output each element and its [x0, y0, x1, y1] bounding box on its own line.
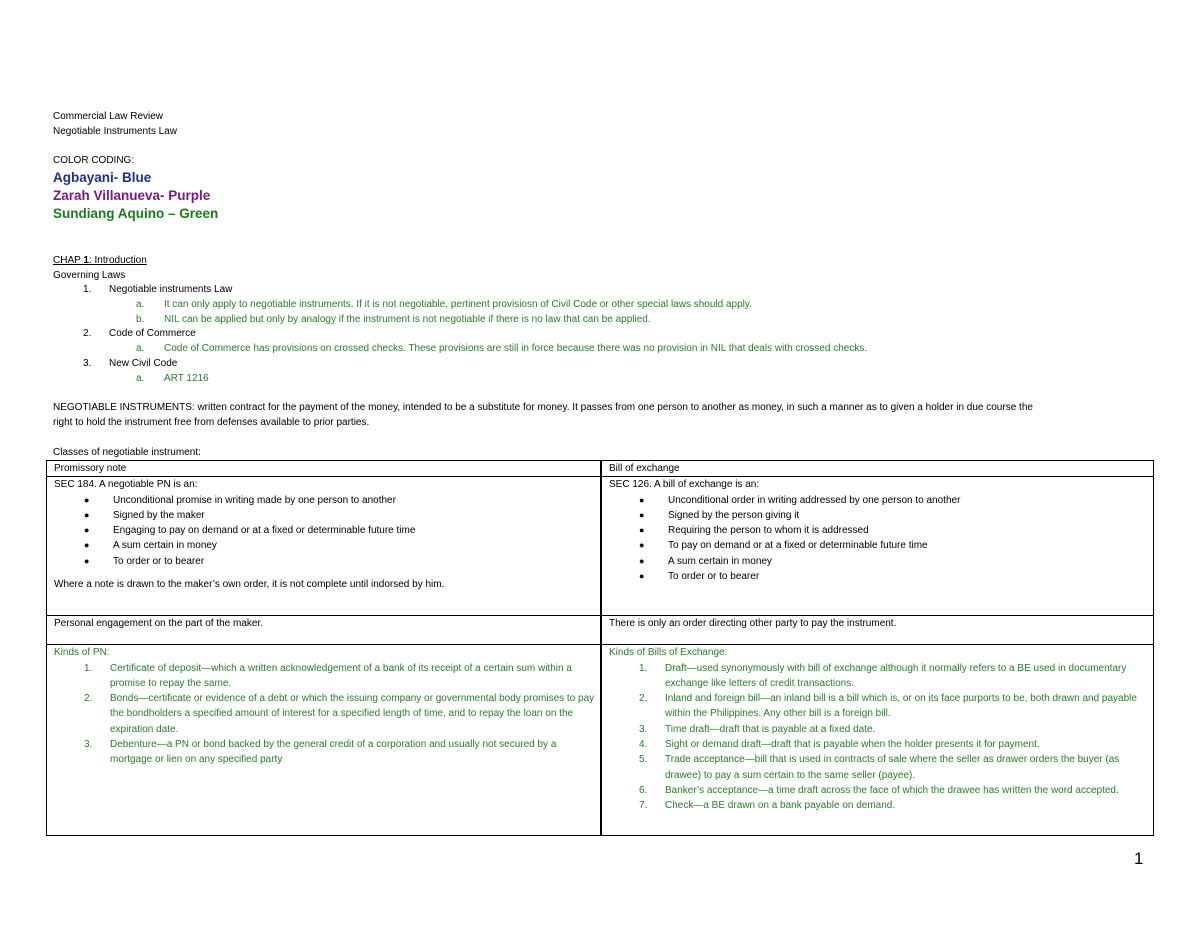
- list-item: ● Engaging to pay on demand or at a fixed or determinable future time: [84, 525, 416, 537]
- list-item: ● A sum certain in money: [84, 540, 217, 552]
- pn-note: Where a note is drawn to the maker’s own order, it is not complete until indorsed by him.: [54, 579, 445, 591]
- chapter-heading: CHAP 1: Introduction: [53, 255, 147, 266]
- table-row: [47, 645, 1154, 836]
- list-item: 1. Draft—used synonymously with bill of exchange although it normally refers to a BE used in documentary exchange like letters of credit transactions.: [639, 662, 1127, 689]
- list-item: ● To order or to bearer: [639, 571, 760, 583]
- page-number: 1: [1134, 849, 1144, 868]
- law-subitem: a. ART 1216: [136, 372, 209, 384]
- list-item: 3. Time draft—draft that is payable at a fixed date.: [639, 723, 876, 735]
- list-item: 5. Trade acceptance—bill that is used in contracts of sale where the seller as drawer orders the buyer (as drawee) to pay a sum certain to the same seller (payee).: [639, 754, 1120, 781]
- list-item: ● Unconditional promise in writing made by one person to another: [84, 494, 396, 506]
- list-item: ● Unconditional order in writing addressed by one person to another: [639, 494, 961, 506]
- be-kinds-cell: Kinds of Bills of Exchange: 1. Draft—used synonymously with bill of exchange although it normally refers to a BE used in documentary exchange like letters of credit transactions. 2. Inland and foreign bill—an inland bill is a bill which is, or on its face purports to be, both drawn and payable within the Philippines. Any other bill is a foreign bill. 3. Time draft—draft that is payable at a fixed date. 4. Sight or demand draft—draft that is payable when the holder presents it for payment. 5. Trade acceptance—bill that is used in contracts of sale where the seller as drawer orders the buyer (as drawee) to pay a sum certain to the same seller (payee). 6. Banker’s acceptance—a time draft across the face of which the drawee has written the word accepted. 7. Check—a BE drawn on a bank payable on demand.: [601, 645, 1154, 836]
- be-order-cell: There is only an order directing other party to pay the instrument.: [601, 616, 1154, 645]
- pn-engagement-cell: Personal engagement on the part of the maker.: [47, 616, 602, 645]
- list-item: ● To pay on demand or at a fixed or determinable future time: [639, 540, 928, 552]
- list-item: 2. Inland and foreign bill—an inland bill is a bill which is, or on its face purports to be, both drawn and payable within the Philippines. Any other bill is a foreign bill.: [639, 693, 1137, 720]
- list-item: ● To order or to bearer: [84, 555, 205, 567]
- governing-laws-label: Governing Laws: [53, 269, 126, 281]
- law-item: 2. Code of Commerce: [83, 328, 196, 340]
- negotiable-instruments-definition: NEGOTIABLE INSTRUMENTS: written contract for the payment of the money, intended to be a substitute for money. It passes from one person to another as money, in such a manner as to given a holder in due course the right to hold the instrument free from defenses available to prior parties.: [53, 402, 1033, 428]
- list-item: 6. Banker’s acceptance—a time draft across the face of which the drawee has written the word accepted.: [639, 784, 1119, 796]
- list-item: 2. Bonds—certificate or evidence of a debt or which the issuing company or governmental body promises to pay the bondholders a specified amount of interest for a specified length of time, and to repay the loan on the expiration date.: [84, 693, 595, 735]
- column-header-bill-of-exchange: Bill of exchange: [601, 461, 1154, 477]
- color-coding-label: COLOR CODING:: [53, 155, 135, 166]
- list-item: 7. Check—a BE drawn on a bank payable on demand.: [639, 800, 896, 812]
- chapter-section: [53, 254, 1153, 386]
- classes-label: Classes of negotiable instrument:: [53, 447, 201, 458]
- document-header: [53, 110, 1153, 139]
- be-requisites-cell: SEC 126. A bill of exchange is an: ● Unconditional order in writing addressed by one person to another ● Signed by the person giving it ● Requiring the person to whom it is addressed ● To pay on demand or at a fixed or determinable future time ● A sum certain in money ● To order or to bearer: [601, 477, 1154, 616]
- pn-kinds-cell: Kinds of PN: 1. Certificate of deposit—which a written acknowledgement of a bank of its receipt of a certain sum within a promise to repay the same. 2. Bonds—certificate or evidence of a debt or which the issuing company or governmental body promises to pay the bondholders a specified amount of interest for a specified length of time, and to repay the loan on the expiration date. 3. Debenture—a PN or bond backed by the general credit of a corporation and usually not secured by a mortgage or lien on any specified party: [47, 645, 602, 836]
- table-header-row: [47, 461, 1154, 477]
- law-subitem: a. Code of Commerce has provisions on crossed checks. These provisions are still in force because there was no provision in NIL that deals with crossed checks.: [136, 343, 868, 355]
- list-item: ● Signed by the maker: [84, 509, 205, 521]
- pn-requisites-cell: SEC 184. A negotiable PN is an: ● Unconditional promise in writing made by one person to another ● Signed by the maker ● Engaging to pay on demand or at a fixed or determinable future time ● A sum certain in money ● To order or to bearer Where a note is drawn to the maker’s own order, it is not complete until indorsed by him.: [47, 477, 602, 616]
- law-subitem: b. NIL can be applied but only by analogy if the instrument is not negotiable if there is no law that can be applied.: [136, 313, 651, 325]
- color-coding-section: [53, 154, 1153, 223]
- law-item: 1. Negotiable instruments Law: [83, 284, 233, 296]
- list-item: 3. Debenture—a PN or bond backed by the general credit of a corporation and usually not secured by a mortgage or lien on any specified party: [84, 739, 557, 766]
- team-member-blue: Agbayani- Blue: [53, 169, 152, 185]
- column-header-promissory-note: Promissory note: [47, 461, 602, 477]
- team-member-purple: Zarah Villanueva- Purple: [53, 187, 211, 203]
- list-item: ● Signed by the person giving it: [639, 509, 800, 521]
- course-title: Commercial Law Review: [53, 111, 164, 122]
- table-row: [47, 477, 1154, 616]
- law-item: 3. New Civil Code: [83, 357, 178, 369]
- list-item: 4. Sight or demand draft—draft that is payable when the holder presents it for payment.: [639, 739, 1040, 751]
- law-subitem: a. It can only apply to negotiable instruments. If it is not negotiable, pertinent provisiosn of Civil Code or other special laws should apply.: [136, 299, 752, 311]
- team-member-green: Sundiang Aquino – Green: [53, 205, 219, 221]
- list-item: ● Requiring the person to whom it is addressed: [639, 525, 869, 537]
- table-row: [47, 616, 1154, 645]
- list-item: ● A sum certain in money: [639, 555, 772, 567]
- classes-table: [46, 460, 1154, 836]
- subject-title: Negotiable Instruments Law: [53, 125, 177, 137]
- list-item: 1. Certificate of deposit—which a written acknowledgement of a bank of its receipt of a certain sum within a promise to repay the same.: [84, 662, 572, 689]
